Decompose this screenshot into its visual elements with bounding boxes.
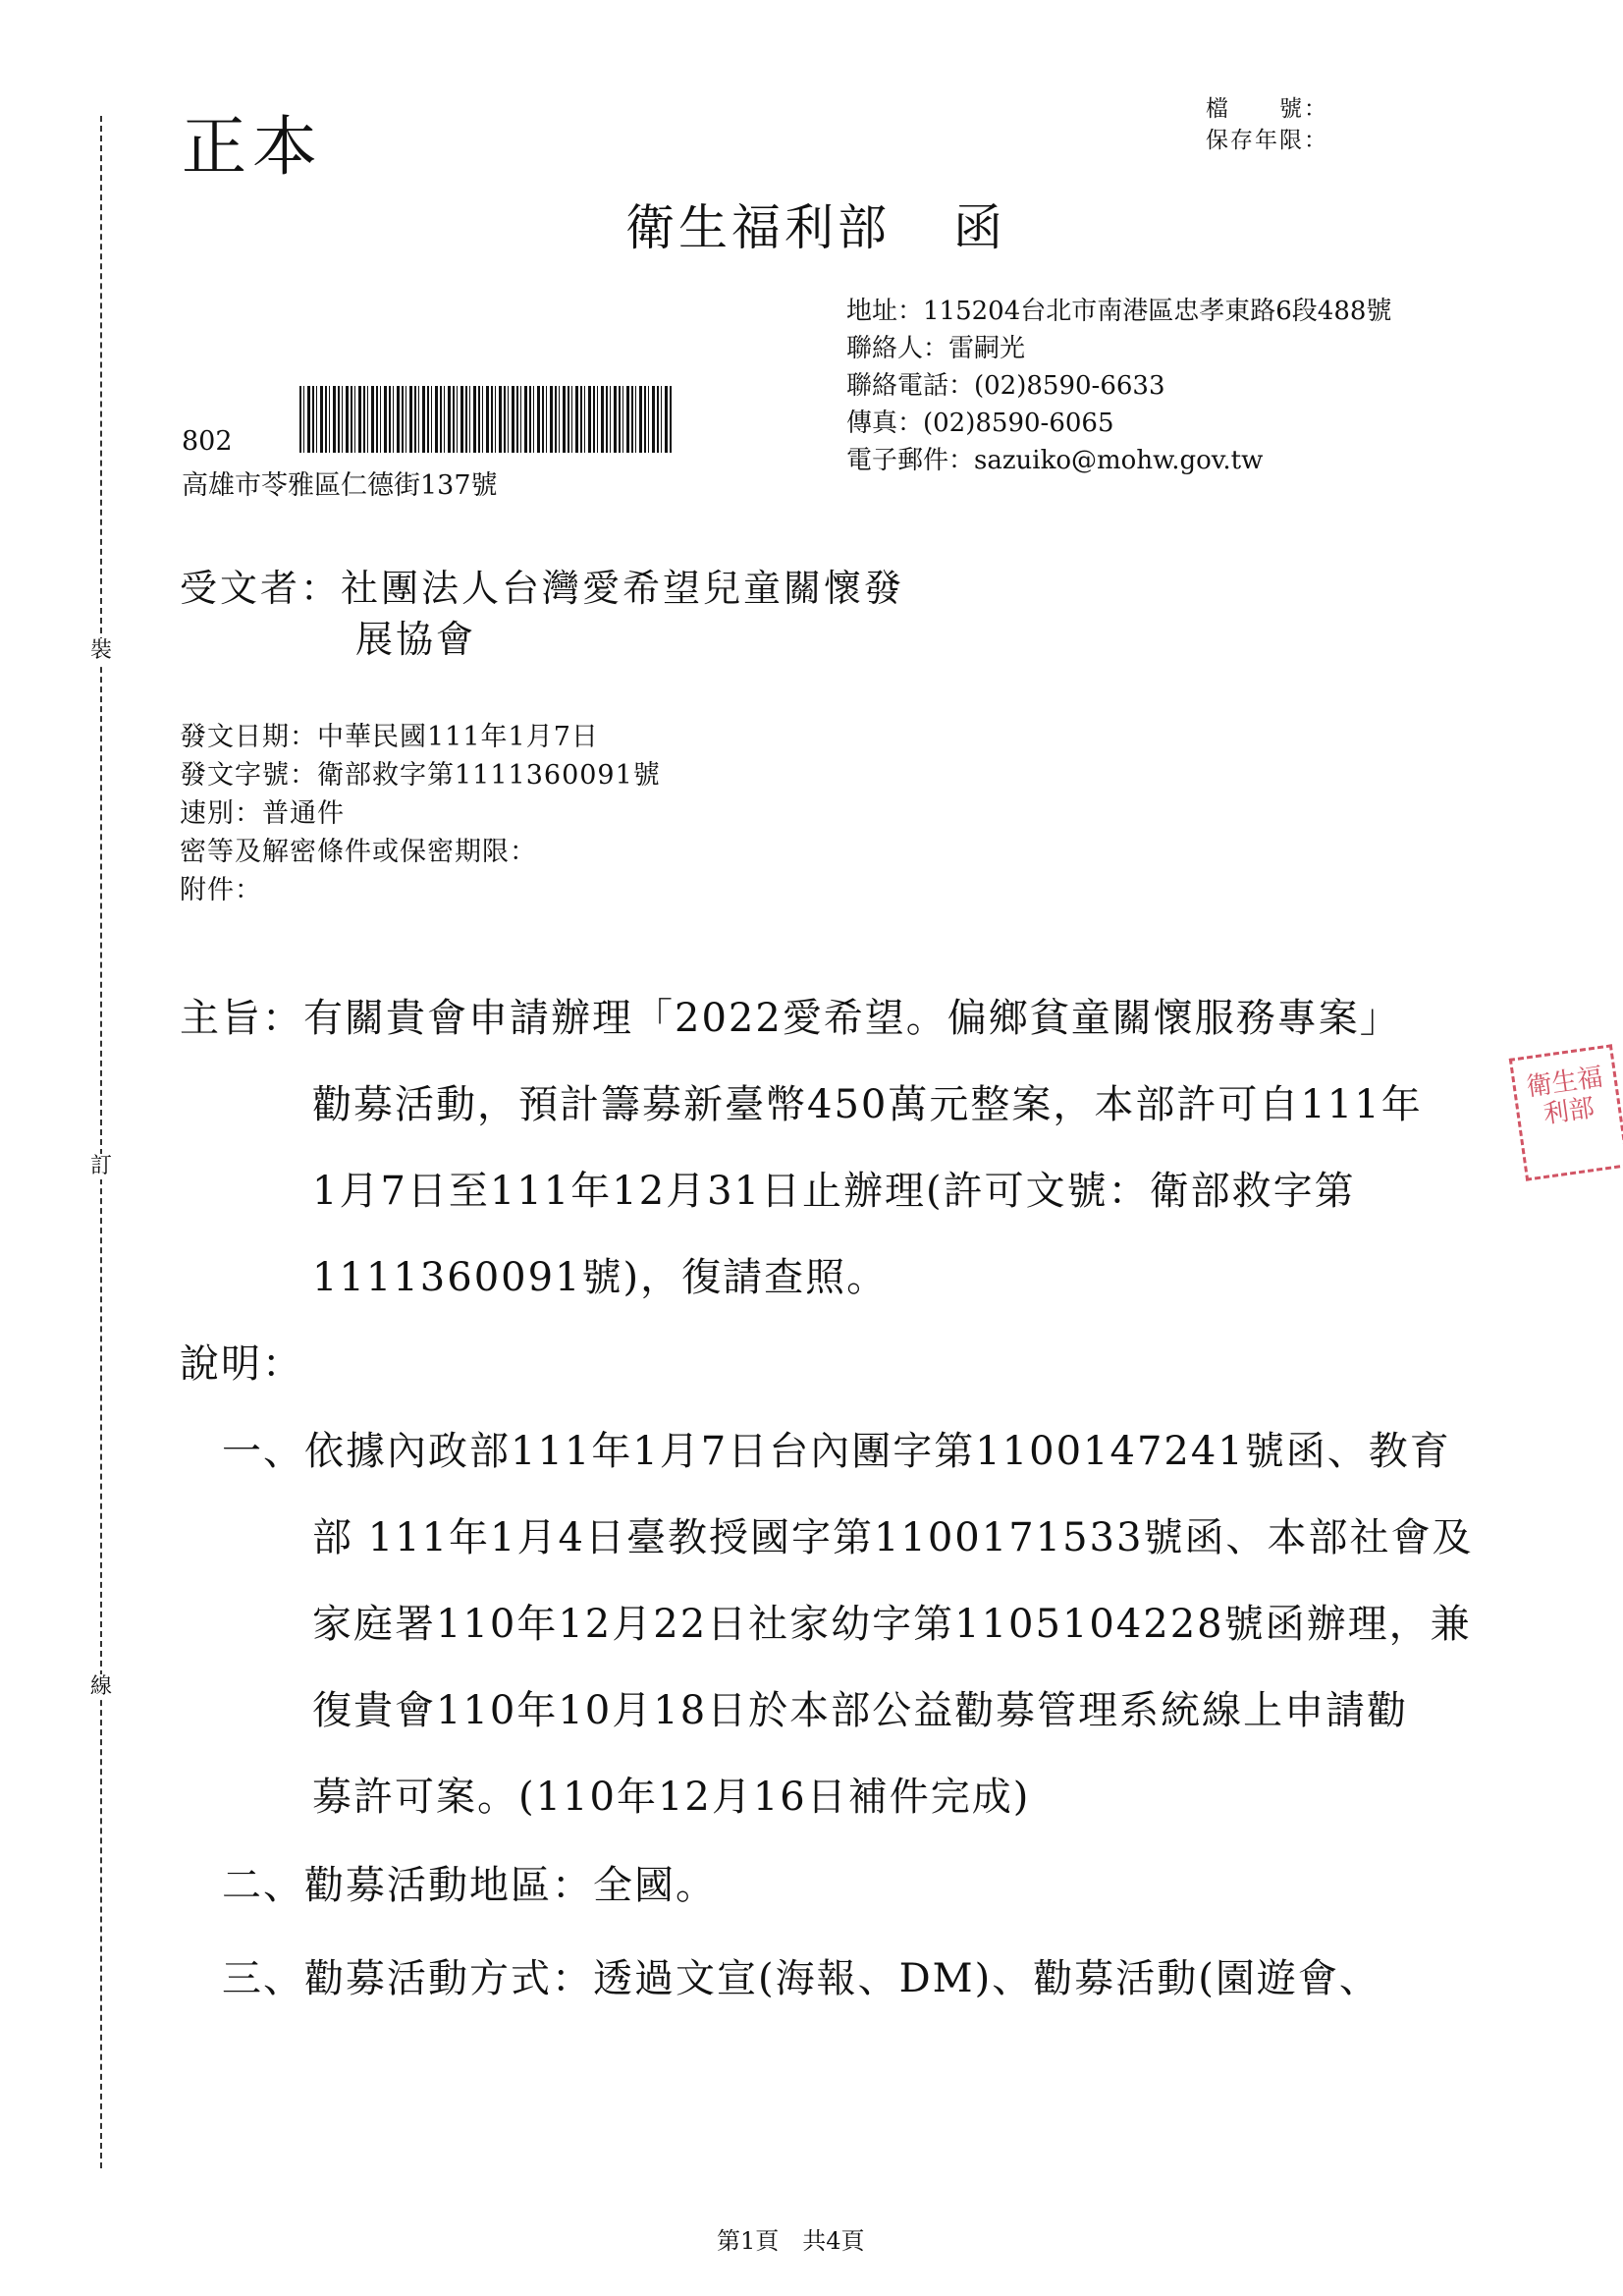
attachments: 附件： [180,875,262,905]
page-footer [717,2221,865,2256]
subject-line-1: 主旨：有關貴會申請辦理「2022愛希望。偏鄉貧童關懷服務專案」 [180,996,1401,1041]
recipient-postal-code: 802 [182,426,233,457]
document-type: 函 [953,199,1006,256]
subject-line-2: 勸募活動，預計籌募新臺幣450萬元整案，本部許可自111年 [312,1082,1423,1127]
mail-barcode [299,386,673,453]
binding-mark-xian: 線 [90,1674,113,1699]
item-1-line-1: 一、依據內政部111年1月7日台內團字第1100147241號函、教育 [222,1429,1451,1474]
sender-email: 電子郵件：sazuiko@mohw.gov.tw [846,446,1264,475]
seal-text: 衛生福利部 [1524,1063,1605,1130]
item-2: 二、勸募活動地區：全國。 [222,1863,717,1908]
item-3: 三、勸募活動方式：透過文宣(海報、DM)、勸募活動(園遊會、 [222,1956,1380,2001]
subject-line-4: 1111360091號)，復請查照。 [312,1255,889,1300]
page-number: 第1頁 [717,2227,780,2255]
file-number-label: 檔 號： [1206,96,1328,122]
item-1-line-4: 復貴會110年10月18日於本部公益勸募管理系統線上申請勸 [312,1688,1409,1733]
binding-mark-ding: 訂 [90,1154,113,1178]
sender-contact: 聯絡人：雷嗣光 [846,334,1026,363]
agency-name: 衛生福利部 [625,199,891,256]
sender-fax: 傳真：(02)8590-6065 [846,409,1114,438]
sender-address: 地址：115204台北市南港區忠孝東路6段488號 [846,297,1392,326]
subject-line-3: 1月7日至111年12月31日止辦理(許可文號：衛部救字第 [312,1169,1356,1214]
recipient-line-2: 展協會 [355,618,477,661]
secrecy-level: 密等及解密條件或保密期限： [180,837,537,867]
copy-mark: 正本 [182,109,323,185]
issue-date: 發文日期：中華民國111年1月7日 [180,722,599,752]
retention-period-label: 保存年限： [1206,128,1328,153]
item-1-line-5: 募許可案。(110年12月16日補件完成) [312,1775,1031,1820]
recipient-address: 高雄市苓雅區仁德街137號 [182,470,498,501]
document-number: 發文字號：衛部救字第1111360091號 [180,760,661,791]
binding-mark-zhuang: 裝 [90,638,113,663]
item-1-line-3: 家庭署110年12月22日社家幼字第1105104228號函辦理，兼 [312,1602,1472,1647]
delivery-speed: 速別：普通件 [180,798,345,829]
page-total: 共4頁 [802,2227,865,2255]
binding-line [100,116,102,2168]
explanation-label: 說明： [180,1341,303,1387]
sender-phone: 聯絡電話：(02)8590-6633 [846,371,1165,401]
official-seal [1509,1044,1623,1181]
item-1-line-2: 部 111年1月4日臺教授國字第1100171533號函、本部社會及 [312,1515,1474,1560]
recipient-line-1: 受文者：社團法人台灣愛希望兒童關懷發 [180,567,905,610]
document-title [625,189,1006,259]
